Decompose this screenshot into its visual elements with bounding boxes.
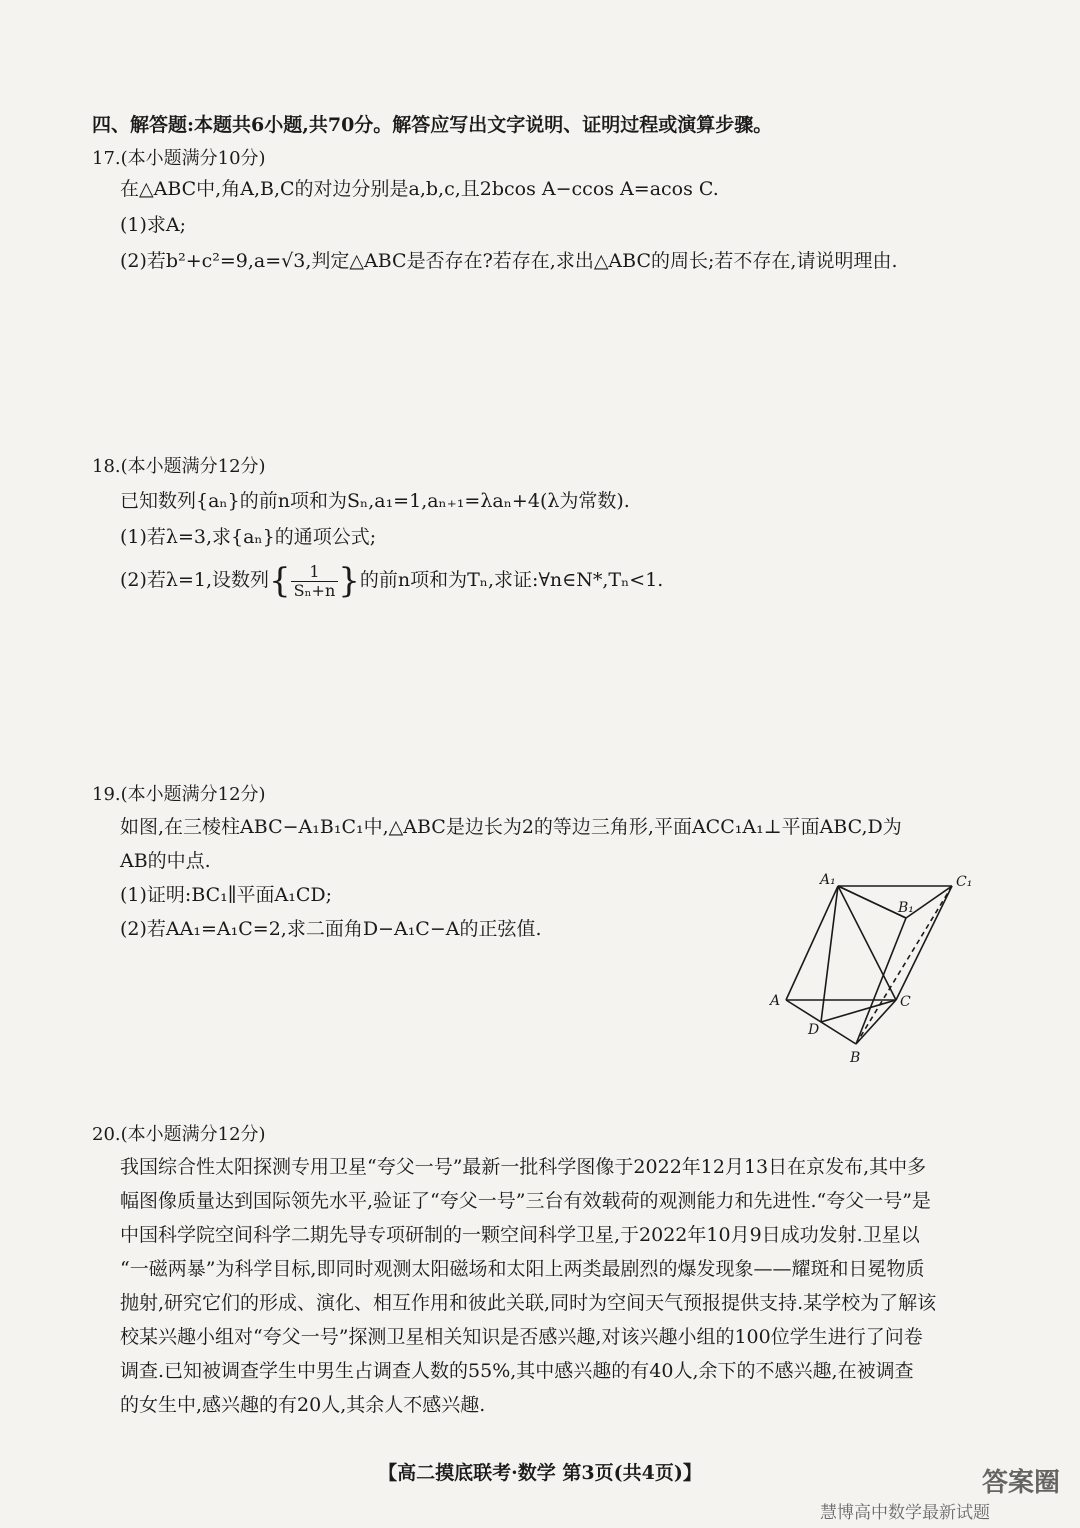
label-A1: A₁	[820, 872, 836, 888]
watermark-account: 慧博高中数学最新试题	[820, 1503, 990, 1523]
q17-stem: 在△ABC中,角A,B,C的对边分别是a,b,c,且2bcos A−ccos A=acos C.	[120, 178, 719, 200]
label-C1: C₁	[956, 874, 973, 890]
q20-line: 校某兴趣小组对“夸父一号”探测卫星相关知识是否感兴趣,对该兴趣小组的100位学生进行了问卷	[120, 1326, 923, 1348]
right-brace: }	[338, 561, 360, 601]
edge-DC	[821, 1000, 896, 1022]
q20-line: 的女生中,感兴趣的有20人,其余人不感兴趣.	[120, 1394, 486, 1416]
fraction-denominator: Sₙ+n	[293, 580, 336, 600]
q19-part1: (1)证明:BC₁∥平面A₁CD;	[120, 884, 333, 906]
q17-part1: (1)求A;	[120, 214, 187, 236]
label-B1: B₁	[898, 900, 914, 916]
q17-part2: (2)若b²+c²=9,a=√3,判定△ABC是否存在?若存在,求出△ABC的周长;若不存在,请说明理由.	[120, 250, 898, 272]
q19-header: 19.(本小题满分12分)	[92, 784, 266, 805]
label-D: D	[808, 1022, 820, 1038]
edge-A1C	[838, 886, 896, 1000]
q19-part2: (2)若AA₁=A₁C=2,求二面角D−A₁C−A的正弦值.	[120, 918, 542, 940]
page-footer: 【高二摸底联考·数学 第3页(共4页)】	[378, 1462, 702, 1484]
edge-A1B1-b	[838, 886, 906, 918]
q20-line: 调查.已知被调查学生中男生占调查人数的55%,其中感兴趣的有40人,余下的不感兴趣,在被调查	[120, 1360, 914, 1382]
watermark-brand: 答案圈	[981, 1468, 1060, 1498]
q18-part2-prefix: (2)若λ=1,设数列	[120, 569, 270, 591]
q20-line: 我国综合性太阳探测专用卫星“夸父一号”最新一批科学图像于2022年12月13日在京发布,其中多	[120, 1156, 927, 1178]
q18-part2-suffix: 的前n项和为Tₙ,求证:∀n∈N*,Tₙ<1.	[359, 569, 664, 591]
q18-stem: 已知数列{aₙ}的前n项和为Sₙ,a₁=1,aₙ₊₁=λaₙ+4(λ为常数).	[120, 490, 630, 512]
q18-part1: (1)若λ=3,求{aₙ}的通项公式;	[120, 526, 377, 548]
q20-line: 抛射,研究它们的形成、演化、相互作用和彼此关联,同时为空间天气预报提供支持.某学校为了解该	[120, 1292, 937, 1314]
q20-line: 中国科学院空间科学二期先导专项研制的一颗空间科学卫星,于2022年10月9日成功发射.卫星以	[120, 1224, 920, 1246]
watermark-logo	[982, 1462, 1060, 1499]
label-A: A	[770, 993, 781, 1009]
q18-header: 18.(本小题满分12分)	[92, 456, 266, 477]
label-C: C	[900, 994, 911, 1010]
q20-paragraph	[120, 1150, 980, 1422]
prism-figure	[760, 872, 1000, 1067]
q17-header: 17.(本小题满分10分)	[92, 148, 266, 169]
q20-line: “一磁两暴”为科学目标,即同时观测太阳磁场和太阳上两类最剧烈的爆发现象——耀斑和日冕物质	[120, 1258, 925, 1280]
section-heading: 四、解答题:本题共6小题,共70分。解答应写出文字说明、证明过程或演算步骤。	[92, 114, 773, 136]
q19-stem-line1: 如图,在三棱柱ABC−A₁B₁C₁中,△ABC是边长为2的等边三角形,平面ACC₁A₁⊥平面ABC,D为	[120, 816, 902, 838]
left-brace: {	[269, 561, 291, 601]
label-B: B	[850, 1050, 861, 1066]
q19-stem-line2: AB的中点.	[120, 850, 211, 872]
q20-header: 20.(本小题满分12分)	[92, 1124, 266, 1145]
fraction	[291, 563, 339, 600]
fraction-numerator: 1	[291, 563, 339, 582]
q20-line: 幅图像质量达到国际领先水平,验证了“夸父一号”三台有效载荷的观测能力和先进性.“夸父一号”是	[120, 1190, 931, 1212]
q18-part2	[120, 560, 663, 601]
